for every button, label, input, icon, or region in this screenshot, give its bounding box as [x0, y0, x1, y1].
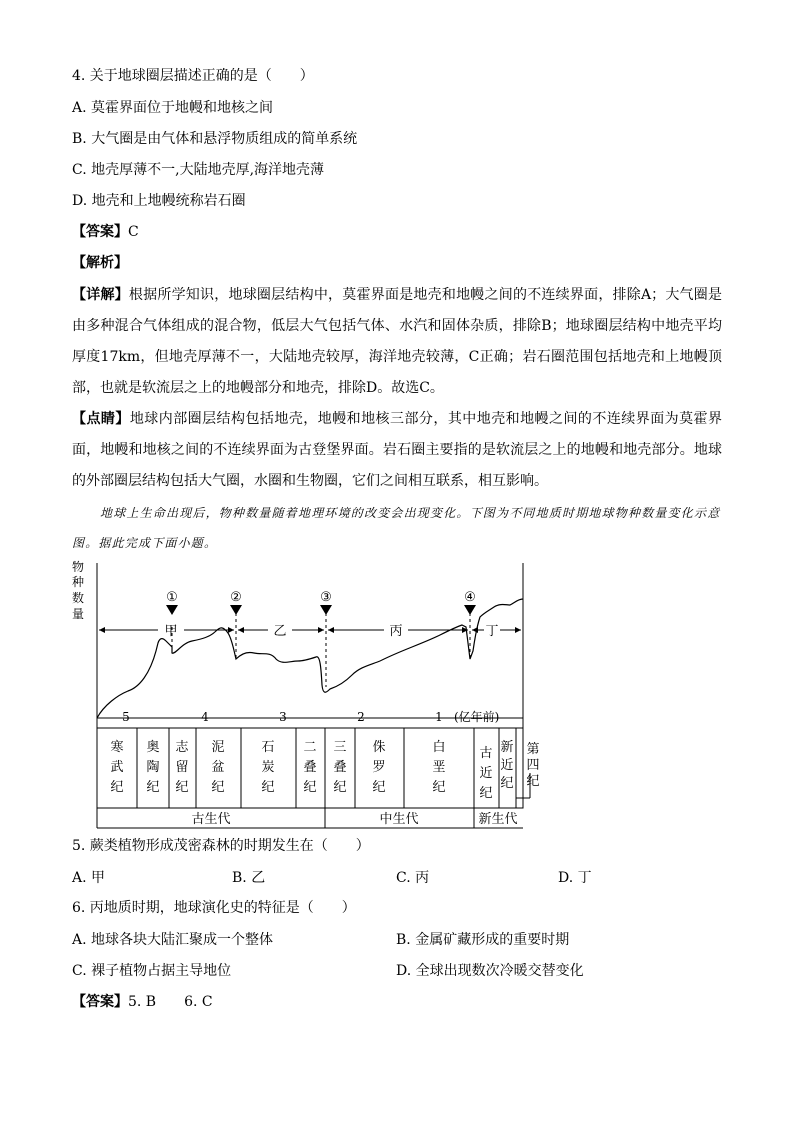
group-intro: 地球上生命出现后，物种数量随着地理环境的改变会出现变化。下图为不同地质时期地球物种数量变化示意图。据此完成下面小题。 [72, 506, 721, 550]
period-6-char-1: 叠 [333, 760, 347, 775]
period-5-char-1: 叠 [303, 760, 317, 775]
arrowhead [472, 627, 478, 633]
answer-value: 5. B 6. C [128, 994, 213, 1010]
period-8-char-0: 白 [432, 740, 446, 755]
q6-answer [72, 992, 213, 1012]
arrowhead [515, 627, 521, 633]
period-8-char-1: 垩 [432, 760, 446, 775]
y-label-char-1: 种 [72, 575, 85, 589]
q6-stem: 6. 丙地质时期，地球演化史的特征是（ ） [72, 900, 356, 916]
time-unit: (亿年前) [454, 710, 500, 724]
period-9-char-0: 古 [479, 746, 493, 761]
period-2-char-1: 留 [175, 760, 189, 775]
q4-analysis-tag [72, 253, 128, 273]
q4-option-d: D. 地壳和上地幔统称岩石圈 [72, 193, 246, 209]
period-7-char-0: 侏 [372, 740, 386, 755]
q5-option-a: A. 甲 [72, 870, 106, 886]
q4-detail [72, 280, 722, 404]
era-mesozoic: 中生代 [379, 812, 419, 827]
period-10-char-2: 纪 [500, 776, 514, 791]
answer-value: C [128, 224, 139, 240]
marker-4: ④ [464, 590, 476, 605]
arrowhead [318, 627, 324, 633]
period-1-char-2: 纪 [146, 780, 160, 795]
q6-option-d: D. 全球出现数次冷暖交替变化 [396, 963, 584, 979]
period-4-char-0: 石 [261, 740, 275, 755]
q6-option-c: C. 裸子植物占据主导地位 [72, 963, 232, 979]
period-5-char-0: 二 [303, 740, 317, 755]
period-3-char-1: 盆 [211, 760, 225, 775]
q4-point [72, 404, 722, 497]
q5-option-c: C. 丙 [396, 870, 430, 886]
period-3-char-0: 泥 [211, 740, 225, 755]
arrowhead [238, 627, 244, 633]
time-tick-1: 1 [435, 710, 443, 724]
period-0-char-1: 武 [110, 760, 124, 775]
period-6-char-2: 纪 [333, 780, 347, 795]
marker-3: ③ [320, 590, 332, 605]
marker-2: ② [230, 590, 242, 605]
y-label-char-0: 物 [72, 560, 85, 574]
period-2-char-2: 纪 [175, 780, 189, 795]
marker-4-triangle [464, 605, 476, 615]
arrowhead [328, 627, 334, 633]
period-5-char-2: 纪 [303, 780, 317, 795]
period-11-char-2: 纪 [526, 774, 540, 789]
period-9-char-2: 纪 [479, 786, 493, 801]
species-figure [0, 555, 794, 835]
analysis-tag: 【解析】 [72, 255, 128, 271]
arrowhead [228, 627, 234, 633]
point-text: 地球内部圈层结构包括地壳，地幔和地核三部分，其中地壳和地幔之间的不连续界面为莫霍界面，地幔和地核之间的不连续界面为古登堡界面。岩石圈主要指的是软流层之上的地幔和地壳部分。地球的外部圈层结构包括大气圈，水圈和生物圈，它们之间相互联系，相互影响。 [72, 411, 723, 489]
period-10-char-1: 近 [500, 758, 514, 773]
period-2-char-0: 志 [175, 740, 189, 755]
q4-option-a: A. 莫霍界面位于地幔和地核之间 [72, 100, 274, 116]
era-paleozoic: 古生代 [191, 812, 231, 827]
period-8-char-2: 纪 [432, 780, 446, 795]
period-7-char-1: 罗 [372, 760, 386, 775]
period-0-char-0: 寒 [110, 740, 124, 755]
q4-option-c: C. 地壳厚薄不一,大陆地壳厚,海洋地壳薄 [72, 162, 325, 178]
q4-answer [72, 222, 139, 242]
y-label-char-2: 数 [72, 591, 85, 605]
q6-option-b: B. 金属矿藏形成的重要时期 [396, 932, 570, 948]
q5-option-d: D. 丁 [558, 870, 592, 886]
y-label-char-3: 量 [72, 607, 85, 621]
species-curve [97, 599, 523, 718]
q6-option-a: A. 地球各块大陆汇聚成一个整体 [72, 932, 274, 948]
era-cenozoic: 新生代 [478, 812, 518, 827]
q5-stem: 5. 蕨类植物形成茂密森林的时期发生在（ ） [72, 838, 370, 854]
time-tick-5: 5 [122, 710, 130, 724]
period-1-char-0: 奥 [146, 740, 160, 755]
period-3-char-2: 纪 [211, 780, 225, 795]
period-10-char-0: 新 [500, 740, 514, 755]
marker-3-triangle [320, 605, 332, 615]
stage-yi: 乙 [273, 624, 287, 639]
stage-jia: 甲 [164, 624, 178, 639]
answer-tag: 【答案】 [72, 994, 128, 1010]
period-0-char-2: 纪 [110, 780, 124, 795]
q4-stem: 4. 关于地球圈层描述正确的是（ ） [72, 68, 314, 84]
period-9-char-1: 近 [479, 766, 493, 781]
period-1-char-1: 陶 [146, 760, 160, 775]
period-6-char-0: 三 [333, 740, 347, 755]
time-tick-2: 2 [357, 710, 365, 724]
stage-ding: 丁 [485, 624, 499, 639]
answer-tag: 【答案】 [72, 224, 128, 240]
marker-1: ① [166, 590, 178, 605]
time-tick-4: 4 [201, 710, 209, 724]
marker-1-triangle [166, 605, 178, 615]
arrowhead [99, 627, 105, 633]
period-11-char-1: 四 [526, 758, 540, 773]
period-4-char-2: 纪 [261, 780, 275, 795]
time-tick-3: 3 [279, 710, 287, 724]
period-7-char-2: 纪 [372, 780, 386, 795]
marker-2-triangle [230, 605, 242, 615]
q4-option-b: B. 大气圈是由气体和悬浮物质组成的简单系统 [72, 131, 358, 147]
period-4-char-1: 炭 [261, 760, 275, 775]
detail-tag: 【详解】 [72, 287, 129, 303]
period-11-char-0: 第 [526, 742, 540, 757]
q5-option-b: B. 乙 [232, 870, 266, 886]
stage-bing: 丙 [389, 624, 403, 639]
detail-text: 根据所学知识，地球圈层结构中，莫霍界面是地壳和地幔之间的不连续界面，排除A；大气圈是由多种混合气体组成的混合物，低层大气包括气体、水汽和固体杂质，排除B；地球圈层结构中地壳平均厚度17km，但地壳厚薄不一，大陆地壳较厚，海洋地壳较薄，C正确；岩石圈范围包括地壳和上地幔顶部，也就是软流层之上的地幔部分和地壳，排除D。故选C。 [72, 287, 723, 396]
point-tag: 【点睛】 [72, 411, 130, 427]
